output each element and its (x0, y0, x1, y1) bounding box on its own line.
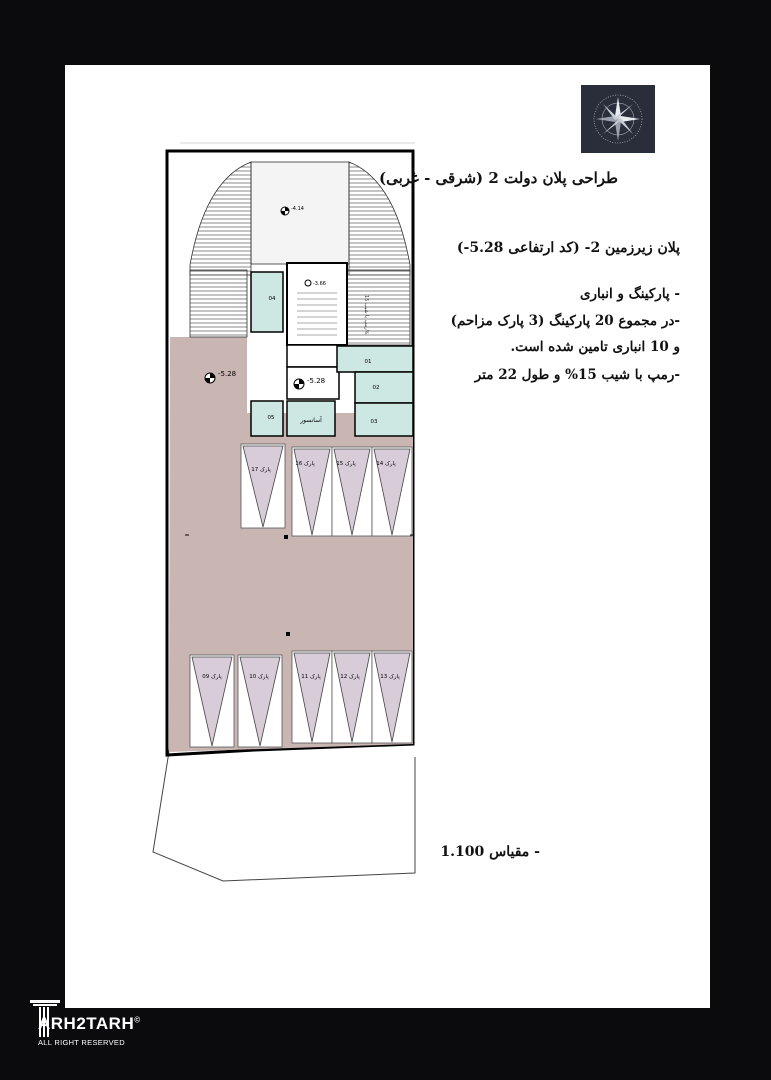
floor-plan (65, 65, 710, 1008)
storage-01-label: 01 (364, 359, 372, 365)
storage-04-label: 04 (268, 296, 276, 302)
svg-text:-5.28: -5.28 (218, 370, 237, 378)
storage-02-label: 02 (372, 385, 380, 391)
stair-landing (287, 345, 339, 367)
storage-03-label: 03 (370, 419, 378, 425)
brand-name: ARH2TARH© (38, 1014, 141, 1033)
parking-14 (372, 447, 412, 536)
storage-04 (251, 272, 283, 332)
svg-text:پارک 09: پارک 09 (202, 674, 222, 680)
storage-03 (355, 403, 413, 436)
parking-15 (332, 447, 372, 536)
svg-text:پارک 15: پارک 15 (336, 461, 356, 467)
svg-text:پارک 10: پارک 10 (249, 674, 269, 680)
parking-row-lower (190, 651, 412, 747)
ramp-curve-left (190, 162, 251, 275)
compass-rose-icon (581, 85, 655, 153)
drawing-subtitle: پلان زیرزمین 2- (کد ارتفاعی 5.28-) (456, 240, 680, 256)
ramp-right (347, 270, 410, 345)
svg-text:-5.28: -5.28 (307, 377, 326, 385)
parking-row-upper (241, 444, 412, 536)
storage-01 (337, 346, 413, 372)
svg-text:-3.66: -3.66 (313, 281, 326, 287)
scale-note: - مقیاس 1.100 (440, 844, 540, 860)
parking-11 (292, 651, 332, 743)
svg-text:پارک 11: پارک 11 (301, 674, 321, 680)
note-line-1: - پارکینگ و انباری (579, 286, 680, 302)
parking-09 (190, 655, 234, 747)
parking-12 (332, 651, 372, 743)
svg-text:پارک 14: پارک 14 (376, 461, 396, 467)
note-line-4: -رمپ با شیب 15% و طول 22 متر (474, 367, 680, 383)
svg-text:پارک 12: پارک 12 (340, 674, 360, 680)
ramp-left (190, 270, 247, 337)
svg-text:پارک 16: پارک 16 (295, 461, 315, 467)
parking-16 (292, 447, 332, 536)
parking-10 (238, 655, 282, 747)
storage-02 (355, 372, 413, 403)
note-line-2: -در مجموع 20 پارکینگ (3 پارک مزاحم) (450, 313, 680, 329)
brand-tagline: ALL RIGHT RESERVED (38, 1038, 125, 1047)
storage-05-label: 05 (267, 415, 275, 421)
parking-17 (241, 444, 285, 528)
svg-text:پارک 13: پارک 13 (380, 674, 400, 680)
elevator-label: آسانسور (300, 417, 322, 424)
ramp-top (251, 162, 349, 264)
svg-text:-4.14: -4.14 (291, 206, 304, 212)
svg-text:پارک 17: پارک 17 (251, 467, 271, 473)
stair-core (287, 263, 347, 345)
note-line-3: و 10 انباری تامین شده است. (510, 339, 680, 355)
drawing-title: طراحی پلان دولت 2 (شرقی - غربی) (378, 169, 618, 187)
parking-13 (372, 651, 412, 743)
ramp-label: رمپ با شیب 15% (363, 295, 369, 335)
level-marker-mid (305, 280, 326, 287)
drawing-sheet (65, 65, 710, 1008)
